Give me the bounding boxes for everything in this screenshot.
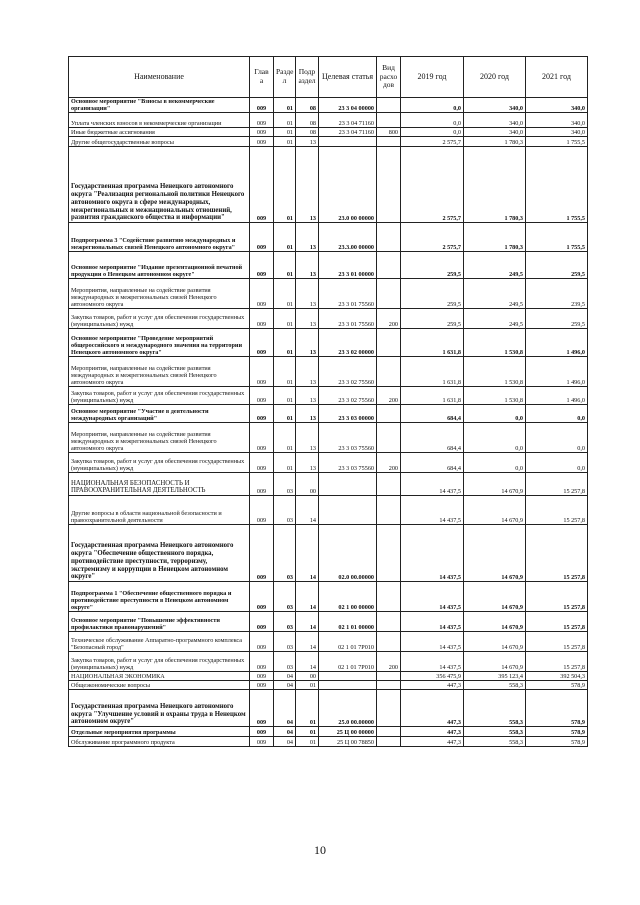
row-expense-type: [377, 423, 401, 453]
row-podrazdel: 13: [296, 423, 319, 453]
row-expense-type: [377, 612, 401, 632]
row-glava: 009: [250, 329, 274, 357]
row-glava: 009: [250, 223, 274, 252]
row-target-article: 23 3 01 75560: [319, 309, 377, 329]
row-amount-2019: 259,5: [401, 252, 464, 279]
row-expense-type: [377, 137, 401, 147]
row-razdel: 04: [274, 672, 296, 681]
row-name: Основное мероприятие "Издание презентационной печатной продукции о Ненецком автономном округе": [69, 252, 250, 279]
row-glava: 009: [250, 681, 274, 690]
row-amount-2019: 14 437,5: [401, 525, 464, 582]
row-amount-2019: 14 437,5: [401, 652, 464, 672]
row-glava: 009: [250, 357, 274, 387]
row-podrazdel: 13: [296, 137, 319, 147]
row-amount-2020: 1 530,8: [464, 329, 526, 357]
row-amount-2020: 1 780,3: [464, 223, 526, 252]
row-target-article: 23 3 04 00000: [319, 98, 377, 113]
row-amount-2021: 1 496,0: [526, 387, 588, 405]
row-target-article: 23 3 01 00000: [319, 252, 377, 279]
table-row: [69, 128, 588, 137]
table-row: [69, 98, 588, 113]
budget-table-sheet: [68, 56, 587, 747]
row-glava: 009: [250, 279, 274, 309]
row-name: Отдельные мероприятия программы: [69, 727, 250, 737]
row-amount-2019: 2 575,7: [401, 137, 464, 147]
row-amount-2020: 249,5: [464, 279, 526, 309]
row-name: Мероприятия, направленные на содействие развития международных и межрегиональных связей Ненецкого автономного округа: [69, 357, 250, 387]
page-number: 10: [314, 843, 326, 857]
table-row: [69, 612, 588, 632]
row-amount-2019: 0,0: [401, 128, 464, 137]
row-podrazdel: 08: [296, 128, 319, 137]
row-glava: 009: [250, 672, 274, 681]
row-expense-type: [377, 252, 401, 279]
row-expense-type: [377, 223, 401, 252]
row-glava: 009: [250, 496, 274, 525]
row-glava: 009: [250, 737, 274, 747]
row-amount-2020: 1 780,3: [464, 147, 526, 223]
row-expense-type: [377, 496, 401, 525]
row-glava: 009: [250, 632, 274, 652]
row-expense-type: [377, 681, 401, 690]
row-amount-2019: 1 631,8: [401, 387, 464, 405]
row-expense-type: [377, 405, 401, 423]
row-amount-2019: 1 631,8: [401, 329, 464, 357]
row-podrazdel: 13: [296, 357, 319, 387]
row-glava: 009: [250, 612, 274, 632]
table-row: [69, 329, 588, 357]
row-name: Основное мероприятие "Взносы в некоммерческие организации": [69, 98, 250, 113]
row-amount-2019: 447,3: [401, 737, 464, 747]
row-razdel: 03: [274, 612, 296, 632]
row-expense-type: [377, 329, 401, 357]
row-expense-type: [377, 727, 401, 737]
row-podrazdel: 08: [296, 98, 319, 113]
row-target-article: [319, 137, 377, 147]
row-amount-2021: 15 257,8: [526, 652, 588, 672]
row-amount-2020: 558,3: [464, 727, 526, 737]
row-amount-2019: 447,3: [401, 690, 464, 727]
row-razdel: 03: [274, 582, 296, 612]
table-row: [69, 147, 588, 223]
row-amount-2021: 578,9: [526, 727, 588, 737]
row-name: Общеэкономические вопросы: [69, 681, 250, 690]
row-name: Закупка товаров, работ и услуг для обеспечения государственных (муниципальных) нужд: [69, 387, 250, 405]
row-amount-2020: 14 670,9: [464, 652, 526, 672]
row-podrazdel: 13: [296, 329, 319, 357]
row-glava: 009: [250, 128, 274, 137]
row-target-article: [319, 473, 377, 496]
row-amount-2021: 578,9: [526, 690, 588, 727]
table-row: [69, 496, 588, 525]
row-amount-2019: 447,3: [401, 727, 464, 737]
row-razdel: 03: [274, 652, 296, 672]
row-podrazdel: 13: [296, 147, 319, 223]
row-razdel: 01: [274, 113, 296, 128]
row-name: Закупка товаров, работ и услуг для обеспечения государственных (муниципальных) нужд: [69, 453, 250, 473]
row-expense-type: [377, 357, 401, 387]
row-amount-2021: 259,5: [526, 252, 588, 279]
row-glava: 009: [250, 582, 274, 612]
row-amount-2019: 447,3: [401, 681, 464, 690]
row-expense-type: [377, 672, 401, 681]
row-amount-2019: 1 631,8: [401, 357, 464, 387]
row-amount-2019: 14 437,5: [401, 612, 464, 632]
row-expense-type: [377, 473, 401, 496]
row-target-article: 02 1 01 7Р010: [319, 652, 377, 672]
row-amount-2021: 1 755,5: [526, 223, 588, 252]
row-glava: 009: [250, 147, 274, 223]
row-razdel: 01: [274, 137, 296, 147]
row-podrazdel: 01: [296, 727, 319, 737]
row-podrazdel: 14: [296, 612, 319, 632]
row-podrazdel: 13: [296, 252, 319, 279]
row-target-article: 25.0 00.00000: [319, 690, 377, 727]
row-name: Государственная программа Ненецкого автономного округа "Обеспечение общественного порядка, противодействие преступности, терроризму, экстремизму и коррупции в Ненецком автономном округе": [69, 525, 250, 582]
row-target-article: 02 1 00 00000: [319, 582, 377, 612]
col-header-2021: 2021 год: [526, 57, 588, 98]
row-amount-2020: 395 123,4: [464, 672, 526, 681]
row-expense-type: [377, 525, 401, 582]
table-row: [69, 632, 588, 652]
row-razdel: 04: [274, 727, 296, 737]
row-amount-2020: 14 670,9: [464, 473, 526, 496]
table-row: [69, 405, 588, 423]
row-amount-2021: 0,0: [526, 423, 588, 453]
row-razdel: 01: [274, 423, 296, 453]
table-row: [69, 357, 588, 387]
col-header-razdel: Разде л: [274, 57, 296, 98]
table-row: [69, 252, 588, 279]
table-row: [69, 113, 588, 128]
row-amount-2019: 684,4: [401, 423, 464, 453]
row-target-article: 02 1 01 00000: [319, 612, 377, 632]
row-amount-2019: 2 575,7: [401, 147, 464, 223]
table-row: [69, 137, 588, 147]
col-header-2020: 2020 год: [464, 57, 526, 98]
row-podrazdel: 14: [296, 496, 319, 525]
row-amount-2020: 14 670,9: [464, 582, 526, 612]
row-amount-2021: 239,5: [526, 279, 588, 309]
row-name: Основное мероприятие "Проведение мероприятий общероссийского и международного значения на территории Ненецкого автономного округа": [69, 329, 250, 357]
table-row: [69, 279, 588, 309]
col-header-name: Наименование: [69, 57, 250, 98]
row-amount-2021: 0,0: [526, 453, 588, 473]
row-razdel: 03: [274, 632, 296, 652]
row-glava: 009: [250, 473, 274, 496]
row-podrazdel: 13: [296, 279, 319, 309]
row-expense-type: [377, 632, 401, 652]
row-amount-2021: 1 755,5: [526, 147, 588, 223]
row-name: НАЦИОНАЛЬНАЯ ЭКОНОМИКА: [69, 672, 250, 681]
row-target-article: 02 1 01 7Р010: [319, 632, 377, 652]
row-name: Закупка товаров, работ и услуг для обеспечения государственных (муниципальных) нужд: [69, 309, 250, 329]
row-amount-2020: 340,0: [464, 98, 526, 113]
row-name: Государственная программа Ненецкого автономного округа "Реализация региональной политики Ненецкого автономного округа в сфере международных, межрегиональных и межнациональных отношений, развития гражданского общества и информации": [69, 147, 250, 223]
row-amount-2019: 14 437,5: [401, 582, 464, 612]
row-name: Обслуживание программного продукта: [69, 737, 250, 747]
row-name: Мероприятия, направленные на содействие развития международных и межрегиональных связей Ненецкого автономного округа: [69, 423, 250, 453]
row-glava: 009: [250, 423, 274, 453]
row-name: Подпрограмма 3 "Содействие развитию международных и межрегиональных связей Ненецкого автономного округа": [69, 223, 250, 252]
row-amount-2020: 340,0: [464, 128, 526, 137]
table-row: [69, 652, 588, 672]
row-glava: 009: [250, 453, 274, 473]
row-amount-2021: 15 257,8: [526, 525, 588, 582]
row-amount-2020: 14 670,9: [464, 525, 526, 582]
row-expense-type: [377, 147, 401, 223]
row-expense-type: 200: [377, 652, 401, 672]
row-amount-2020: 14 670,9: [464, 496, 526, 525]
table-row: [69, 672, 588, 681]
row-amount-2020: 340,0: [464, 113, 526, 128]
row-razdel: 01: [274, 98, 296, 113]
row-amount-2019: 356 475,9: [401, 672, 464, 681]
budget-table: [68, 56, 588, 747]
row-amount-2019: 684,4: [401, 453, 464, 473]
row-glava: 009: [250, 652, 274, 672]
row-name: Техническое обслуживание Аппаратно-программного комплекса "Безопасный город": [69, 632, 250, 652]
row-amount-2020: 1 780,3: [464, 137, 526, 147]
row-target-article: 23 3 03 75560: [319, 453, 377, 473]
row-glava: 009: [250, 98, 274, 113]
row-amount-2021: 1 496,0: [526, 329, 588, 357]
row-amount-2021: 578,9: [526, 737, 588, 747]
row-name: Закупка товаров, работ и услуг для обеспечения государственных (муниципальных) нужд: [69, 652, 250, 672]
row-name: Подпрограмма 1 "Обеспечение общественного порядка и противодействие преступности в Ненецком автономном округе": [69, 582, 250, 612]
row-glava: 009: [250, 727, 274, 737]
row-glava: 009: [250, 405, 274, 423]
col-header-2019: 2019 год: [401, 57, 464, 98]
row-amount-2020: 1 530,8: [464, 357, 526, 387]
row-expense-type: [377, 690, 401, 727]
row-razdel: 03: [274, 473, 296, 496]
row-amount-2020: 1 530,8: [464, 387, 526, 405]
table-header-row: [69, 57, 588, 98]
row-amount-2019: 14 437,5: [401, 496, 464, 525]
row-name: Основное мероприятие "Повышение эффективности профилактики правонарушений": [69, 612, 250, 632]
table-row: [69, 525, 588, 582]
row-glava: 009: [250, 309, 274, 329]
row-target-article: 23 3 03 75560: [319, 423, 377, 453]
row-target-article: 25 Ц 00 00000: [319, 727, 377, 737]
row-target-article: 23 3 01 75560: [319, 279, 377, 309]
row-razdel: 01: [274, 357, 296, 387]
row-amount-2021: 0,0: [526, 405, 588, 423]
row-podrazdel: 14: [296, 525, 319, 582]
row-podrazdel: 14: [296, 582, 319, 612]
row-amount-2020: 0,0: [464, 453, 526, 473]
row-amount-2021: 578,9: [526, 681, 588, 690]
row-expense-type: [377, 113, 401, 128]
row-name: Иные бюджетные ассигнования: [69, 128, 250, 137]
row-glava: 009: [250, 690, 274, 727]
row-amount-2021: 15 257,8: [526, 496, 588, 525]
row-razdel: 01: [274, 252, 296, 279]
row-amount-2019: 14 437,5: [401, 632, 464, 652]
row-expense-type: [377, 279, 401, 309]
row-razdel: 04: [274, 737, 296, 747]
row-podrazdel: 13: [296, 223, 319, 252]
row-target-article: 23 3 02 00000: [319, 329, 377, 357]
table-row: [69, 423, 588, 453]
row-amount-2019: 2 575,7: [401, 223, 464, 252]
table-row: [69, 473, 588, 496]
row-glava: 009: [250, 387, 274, 405]
row-amount-2020: 558,3: [464, 690, 526, 727]
row-name: Мероприятия, направленные на содействие развития международных и межрегиональных связей Ненецкого автономного округа: [69, 279, 250, 309]
col-header-podrazdel: Подр аздел: [296, 57, 319, 98]
row-target-article: 02.0 00.00000: [319, 525, 377, 582]
row-razdel: 01: [274, 223, 296, 252]
row-target-article: 23 3 03 00000: [319, 405, 377, 423]
row-razdel: 04: [274, 681, 296, 690]
row-glava: 009: [250, 137, 274, 147]
row-expense-type: 200: [377, 387, 401, 405]
row-amount-2020: 0,0: [464, 405, 526, 423]
row-target-article: 23 3 02 75560: [319, 357, 377, 387]
row-podrazdel: 13: [296, 387, 319, 405]
row-amount-2020: 249,5: [464, 252, 526, 279]
col-header-target-article: Целевая статья: [319, 57, 377, 98]
row-target-article: 23 3 04 71160: [319, 128, 377, 137]
row-razdel: 01: [274, 309, 296, 329]
table-row: [69, 387, 588, 405]
row-podrazdel: 14: [296, 652, 319, 672]
col-header-expense-type: Вид расхо дов: [377, 57, 401, 98]
row-amount-2020: 558,3: [464, 681, 526, 690]
row-amount-2021: 259,5: [526, 309, 588, 329]
row-podrazdel: 00: [296, 672, 319, 681]
row-amount-2019: 0,0: [401, 113, 464, 128]
table-row: [69, 309, 588, 329]
row-razdel: 01: [274, 329, 296, 357]
row-amount-2021: 392 504,3: [526, 672, 588, 681]
row-razdel: 01: [274, 279, 296, 309]
row-amount-2021: 15 257,8: [526, 632, 588, 652]
row-amount-2021: 15 257,8: [526, 582, 588, 612]
row-amount-2021: 340,0: [526, 98, 588, 113]
row-amount-2020: 249,5: [464, 309, 526, 329]
row-amount-2020: 14 670,9: [464, 612, 526, 632]
row-expense-type: [377, 737, 401, 747]
row-amount-2020: 0,0: [464, 423, 526, 453]
row-podrazdel: 14: [296, 632, 319, 652]
row-expense-type: 800: [377, 128, 401, 137]
row-amount-2019: 14 437,5: [401, 473, 464, 496]
row-amount-2019: 0,0: [401, 98, 464, 113]
row-target-article: 23.3.00 00000: [319, 223, 377, 252]
row-name: Государственная программа Ненецкого автономного округа "Улучшение условий и охраны труда в Ненецком автономном округе": [69, 690, 250, 727]
table-row: [69, 737, 588, 747]
row-razdel: 01: [274, 128, 296, 137]
row-podrazdel: 13: [296, 405, 319, 423]
row-name: Основное мероприятие "Участие в деятельности международных организаций": [69, 405, 250, 423]
row-target-article: 23.0 00 00000: [319, 147, 377, 223]
row-razdel: 01: [274, 405, 296, 423]
row-amount-2019: 259,5: [401, 309, 464, 329]
row-target-article: [319, 672, 377, 681]
row-podrazdel: 01: [296, 737, 319, 747]
row-expense-type: 200: [377, 309, 401, 329]
table-row: [69, 223, 588, 252]
row-amount-2021: 15 257,8: [526, 473, 588, 496]
row-amount-2019: 259,5: [401, 279, 464, 309]
col-header-glava: Глав а: [250, 57, 274, 98]
row-podrazdel: 01: [296, 690, 319, 727]
row-podrazdel: 08: [296, 113, 319, 128]
row-glava: 009: [250, 252, 274, 279]
row-expense-type: [377, 98, 401, 113]
row-amount-2019: 684,4: [401, 405, 464, 423]
row-target-article: [319, 496, 377, 525]
row-razdel: 03: [274, 496, 296, 525]
table-row: [69, 690, 588, 727]
row-razdel: 04: [274, 690, 296, 727]
row-target-article: [319, 681, 377, 690]
row-expense-type: [377, 582, 401, 612]
row-razdel: 01: [274, 453, 296, 473]
table-row: [69, 453, 588, 473]
row-target-article: 23 3 02 75560: [319, 387, 377, 405]
row-amount-2021: 15 257,8: [526, 612, 588, 632]
row-amount-2021: 340,0: [526, 128, 588, 137]
table-row: [69, 582, 588, 612]
row-podrazdel: 00: [296, 473, 319, 496]
row-name: Другие общегосударственные вопросы: [69, 137, 250, 147]
row-podrazdel: 01: [296, 681, 319, 690]
row-glava: 009: [250, 525, 274, 582]
table-row: [69, 727, 588, 737]
row-target-article: 25 Ц 00 78850: [319, 737, 377, 747]
row-razdel: 01: [274, 387, 296, 405]
row-name: НАЦИОНАЛЬНАЯ БЕЗОПАСНОСТЬ И ПРАВООХРАНИТЕЛЬНАЯ ДЕЯТЕЛЬНОСТЬ: [69, 473, 250, 496]
row-name: Уплата членских взносов в некоммерческие организации: [69, 113, 250, 128]
row-amount-2020: 558,3: [464, 737, 526, 747]
row-expense-type: 200: [377, 453, 401, 473]
row-target-article: 23 3 04 71160: [319, 113, 377, 128]
row-razdel: 03: [274, 525, 296, 582]
row-amount-2021: 1 496,0: [526, 357, 588, 387]
row-podrazdel: 13: [296, 453, 319, 473]
row-name: Другие вопросы в области национальной безопасности и правоохранительной деятельности: [69, 496, 250, 525]
row-amount-2020: 14 670,9: [464, 632, 526, 652]
table-body: [69, 98, 588, 747]
row-razdel: 01: [274, 147, 296, 223]
row-amount-2021: 340,0: [526, 113, 588, 128]
table-row: [69, 681, 588, 690]
row-podrazdel: 13: [296, 309, 319, 329]
row-amount-2021: 1 755,5: [526, 137, 588, 147]
row-glava: 009: [250, 113, 274, 128]
